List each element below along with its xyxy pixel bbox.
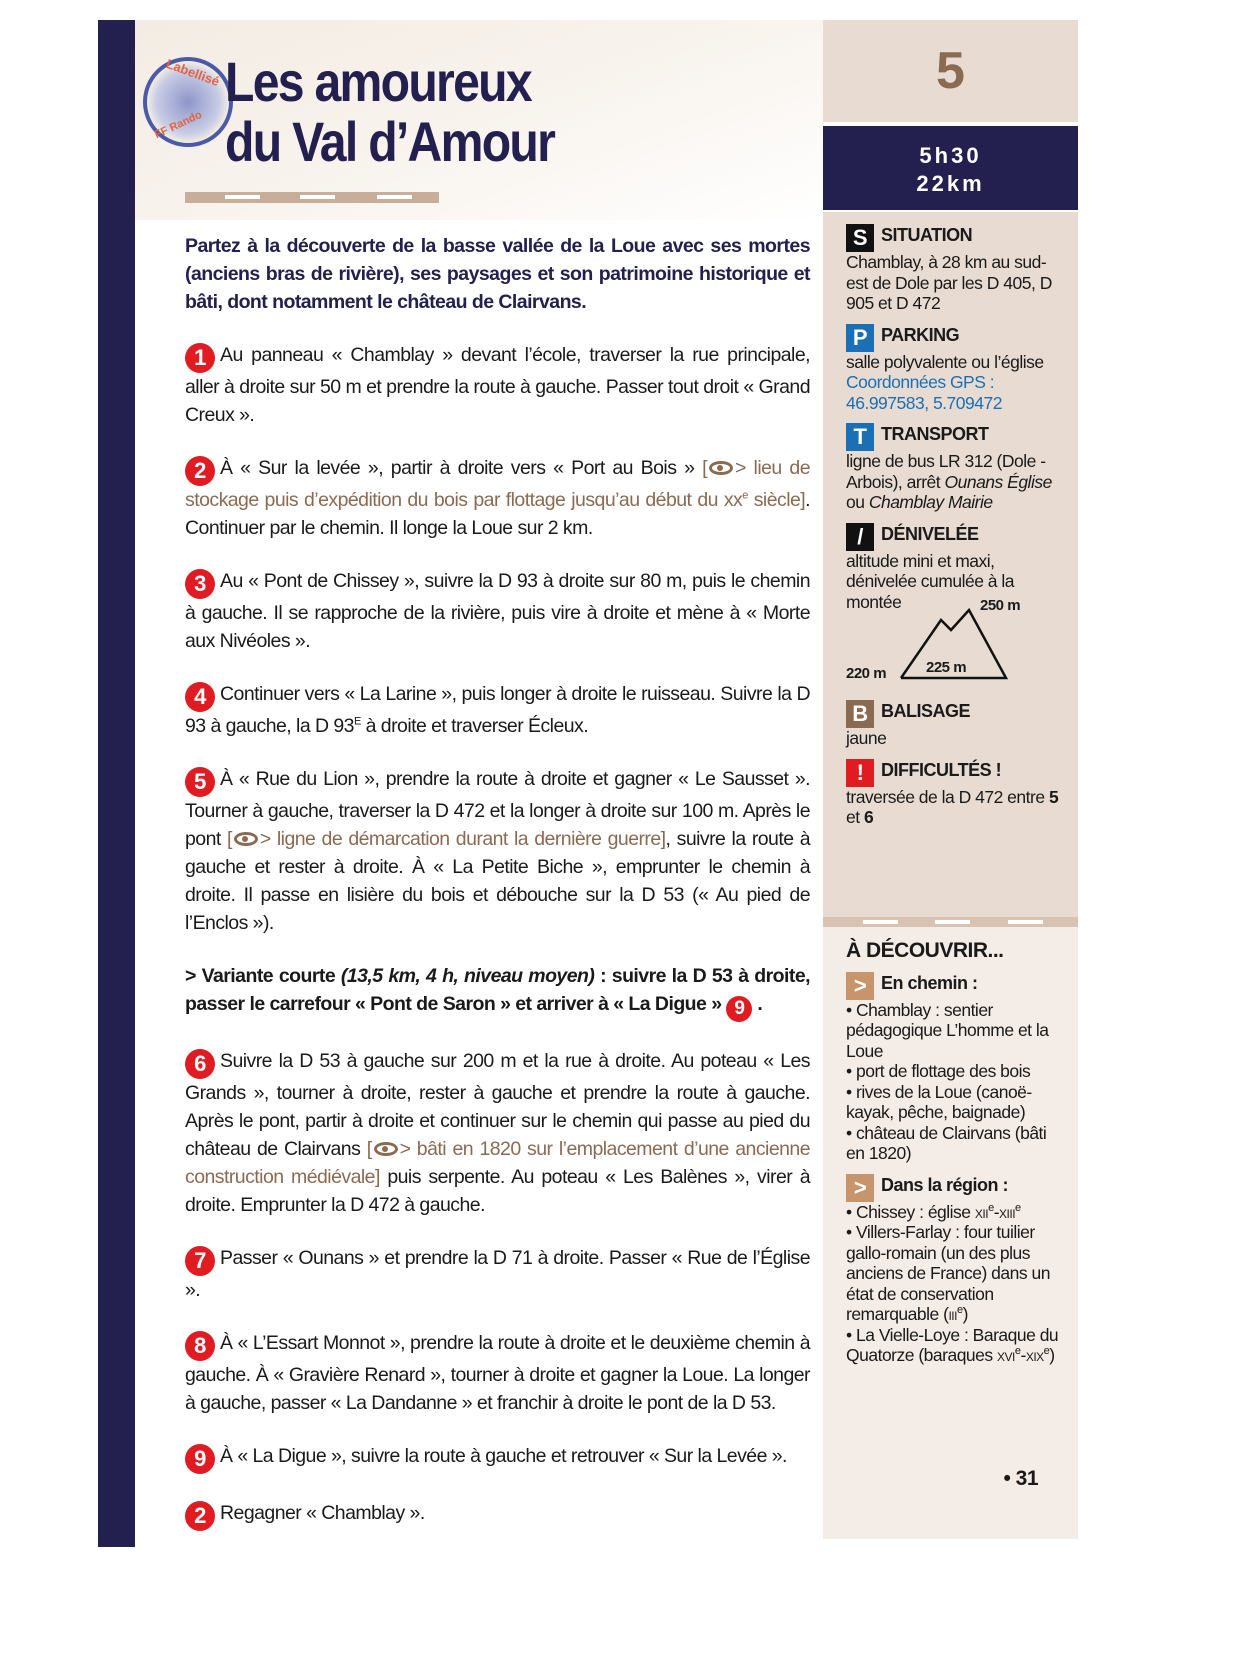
text-segment: > ligne de démarcation durant la dernière guerre] — [259, 828, 666, 850]
step-number-badge: 2 — [185, 1501, 215, 1531]
arrow-icon: > — [846, 972, 874, 1000]
difficulty-section — [846, 759, 1064, 828]
min-altitude: 220 m — [846, 665, 887, 682]
route-step — [185, 765, 810, 937]
step-number-badge: 9 — [185, 1444, 215, 1474]
route-number: 5 — [823, 20, 1078, 122]
discover-item — [846, 1222, 1064, 1325]
route-step — [185, 1499, 810, 1531]
transport-text: ligne de bus LR 312 (Dole - Arbois), arrêt — [846, 451, 1046, 492]
discover-item — [846, 1325, 1064, 1366]
duration: 5h30 — [919, 143, 982, 168]
duration-distance-box — [823, 126, 1078, 210]
page-number: • 31 — [1003, 1466, 1038, 1490]
warning-icon: ! — [846, 759, 874, 787]
elevation-heading: DÉNIVELÉE — [881, 523, 979, 544]
text-segment: Passer « Ounans » et prendre la D 71 à droite. Passer « Rue de l’Église ». — [185, 1247, 810, 1301]
text-segment: : suivre la D 53 à droite, passer le carrefour « Pont de Saron » et arriver à « La Digue » — [185, 965, 810, 1015]
section-divider — [823, 917, 1078, 927]
situation-section — [846, 224, 1064, 314]
difficulty-and: et — [846, 807, 864, 827]
step-number-badge: 2 — [185, 456, 215, 486]
left-color-band — [98, 20, 135, 1547]
text-segment: . — [757, 993, 763, 1015]
superscript: e — [1043, 1345, 1050, 1358]
text-segment: xx — [723, 489, 743, 511]
text-segment: [ — [366, 1138, 372, 1160]
text-segment: [ — [226, 828, 232, 850]
route-info-sidebar — [823, 20, 1078, 1539]
transport-section — [846, 423, 1064, 513]
step-number-badge: 1 — [185, 343, 215, 373]
route-step — [185, 1442, 810, 1474]
text-segment: siècle] — [747, 489, 806, 511]
region-heading: Dans la région : — [881, 1174, 1009, 1195]
cumulative-elevation: 225 m — [926, 659, 967, 676]
superscript: e — [988, 1201, 994, 1214]
text-segment: • Chissey : église — [846, 1201, 975, 1222]
text-segment: À « Rue du Lion », prendre la route à droite et gagner « Le Sausset ». Tourner à gauche, traverser la D 472 et la longer à droite sur 100 m. Après le pont — [185, 768, 810, 850]
elevation-text: altitude mini et maxi, dénivelée cumulée à la montée — [846, 550, 1015, 612]
text-segment: À « La Digue », suivre la route à gauche et retrouver « Sur la Levée ». — [220, 1445, 787, 1467]
situation-icon: S — [846, 224, 874, 252]
title-divider — [185, 192, 439, 203]
en-chemin-heading: En chemin : — [881, 972, 978, 993]
text-segment: Suivre la D 53 à gauche sur 200 m et la rue à droite. Au poteau « Les Grands », tourner à droite, rester à gauche et prendre la route à gauche. Après le pont, partir à droite et continuer sur le chemin qui passe au pied du château de Clairvans — [185, 1050, 810, 1160]
transport-icon: T — [846, 423, 874, 451]
parking-icon: P — [846, 324, 874, 352]
distance: 22km — [916, 171, 985, 196]
parking-section — [846, 324, 1064, 414]
step-number-badge: 7 — [185, 1246, 215, 1276]
text-segment: Continuer vers « La Larine », puis longer à droite le ruisseau. Suivre la D 93 à gauche, la D 93 — [185, 683, 810, 737]
text-segment: > lieu de stockage puis d’expédition du bois par flottage jusqu’au début du — [185, 457, 810, 511]
eye-icon — [374, 1142, 398, 1156]
text-segment: À « L’Essart Monnot », prendre la route à droite et le deuxième chemin à gauche. À « Gravière Renard », tourner à droite et gagner la Loue. La longer à gauche, passer « La Dandanne » et franchir à droite le pont de la D 53. — [185, 1332, 810, 1414]
route-step — [185, 680, 810, 740]
page-title: Les amoureux du Val d’Amour — [225, 50, 555, 173]
max-altitude: 250 m — [980, 597, 1021, 614]
eye-icon — [709, 461, 733, 475]
elevation-diagram — [846, 590, 1064, 690]
parking-text: salle polyvalente ou l’église — [846, 351, 1044, 372]
balisage-text: jaune — [846, 728, 887, 748]
discover-heading: À DÉCOUVRIR... — [846, 939, 1004, 962]
route-step — [185, 1244, 810, 1304]
text-segment: . Continuer par le chemin. Il longe la Loue sur 2 km. — [185, 489, 811, 539]
text-segment: > Variante courte — [185, 965, 341, 987]
superscript: e — [956, 1304, 963, 1317]
ffrandonnee-label-logo: Labellisé FF Rando — [143, 57, 233, 147]
intro-text: Partez à la découverte de la basse vallée de la Loue avec ses mortes (anciens bras de rivière), ses paysages et son patrimoine historique et bâti, dont notamment le château de Clairvans. — [185, 235, 810, 313]
text-segment: Regagner « Chamblay ». — [220, 1502, 425, 1524]
superscript: e — [742, 489, 748, 502]
text-segment: [ — [702, 457, 707, 479]
route-step — [185, 1047, 810, 1219]
difficulty-heading: DIFFICULTÉS ! — [881, 759, 1002, 780]
text-segment: xiii — [999, 1201, 1016, 1222]
eye-icon — [234, 832, 258, 846]
route-step — [185, 962, 810, 1022]
step-ref: 6 — [863, 807, 874, 827]
route-step — [185, 341, 810, 429]
text-segment: • Villers-Farlay : four tuilier gallo-romain (un des plus anciens de France) dans un état de conservation remarquable ( — [846, 1222, 1050, 1324]
discover-item: • château de Clairvans (bâti en 1820) — [846, 1122, 1047, 1163]
text-segment: puis serpente. Au poteau « Les Balènes », virer à droite. Emprunter la D 472 à gauche. — [185, 1166, 810, 1216]
text-segment: Au « Pont de Chissey », suivre la D 93 à droite sur 80 m, puis le chemin à gauche. Il se rapproche de la rivière, puis vire à droite et mène à « Morte aux Nivéoles ». — [185, 570, 810, 652]
bus-stop: Ounans Église — [944, 471, 1052, 492]
bus-stop: Chamblay Mairie — [868, 492, 993, 512]
step-number-badge: 8 — [185, 1331, 215, 1361]
transport-heading: TRANSPORT — [881, 424, 989, 444]
text-segment: iii — [948, 1304, 957, 1324]
text-segment: ) — [1049, 1345, 1055, 1365]
text-segment: > bâti en 1820 sur l’emplacement d’une ancienne construction médiévale] — [185, 1138, 810, 1188]
discover-item: • port de flottage des bois — [846, 1061, 1031, 1081]
balisage-icon: B — [846, 700, 874, 728]
text-segment: - — [1020, 1345, 1026, 1365]
text-segment: xix — [1025, 1345, 1044, 1365]
balisage-heading: BALISAGE — [881, 701, 971, 721]
route-step — [185, 567, 810, 655]
gps-coordinates: 46.997583, 5.709472 — [846, 392, 1002, 413]
superscript: e — [1014, 1345, 1021, 1358]
balisage-section — [846, 700, 1064, 749]
text-segment: À « Sur la levée », partir à droite vers « Port au Bois » — [220, 457, 703, 479]
difficulty-text: traversée de la D 472 entre — [846, 786, 1049, 807]
discover-section — [823, 927, 1078, 1539]
parking-heading: PARKING — [881, 324, 960, 345]
superscript: e — [1015, 1201, 1021, 1214]
elevation-icon: / — [846, 523, 874, 551]
situation-heading: SITUATION — [881, 225, 973, 245]
step-number-badge: 3 — [185, 569, 215, 599]
text-segment: • La Vielle-Loye : Baraque du Quatorze (baraques — [846, 1324, 1059, 1365]
arrow-icon: > — [846, 1174, 874, 1202]
route-step — [185, 454, 810, 542]
text-segment: , suivre la route à gauche et rester à droite. À « La Petite Biche », emprunter le chemin à droite. Il passe en lisière du bois et débouche sur la D 53 (« Au pied de l’Enclos »). — [185, 828, 811, 934]
text-segment: - — [993, 1201, 1000, 1222]
gps-label: Coordonnées GPS : — [846, 372, 995, 392]
text-segment: à droite et traverser Écleux. — [360, 715, 589, 737]
step-number-badge: 5 — [185, 767, 215, 797]
discover-item: • Chamblay : sentier pédagogique L’homme et la Loue — [846, 999, 1049, 1061]
text-segment: ) — [962, 1304, 968, 1324]
text-segment: Au panneau « Chamblay » devant l’école, traverser la rue principale, aller à droite sur 50 m et prendre la route à gauche. Passer tout droit « Grand Creux ». — [185, 344, 810, 426]
discover-item — [846, 1202, 1064, 1223]
route-step — [185, 1329, 810, 1417]
text-segment: xii — [974, 1201, 989, 1222]
route-description — [185, 232, 810, 1556]
transport-or: ou — [846, 492, 869, 512]
superscript: E — [353, 715, 361, 728]
discover-item: • rives de la Loue (canoë-kayak, pêche, baignade) — [846, 1081, 1032, 1122]
text-segment: (13,5 km, 4 h, niveau moyen) — [340, 965, 595, 987]
step-number-badge: 4 — [185, 682, 215, 712]
step-number-badge: 9 — [726, 996, 752, 1022]
text-segment: xvi — [997, 1345, 1015, 1365]
situation-text: Chamblay, à 28 km au sud-est de Dole par les D 405, D 905 et D 472 — [846, 252, 1052, 313]
elevation-section — [846, 523, 1064, 691]
step-number-badge: 6 — [185, 1049, 215, 1079]
step-ref: 5 — [1048, 786, 1059, 807]
